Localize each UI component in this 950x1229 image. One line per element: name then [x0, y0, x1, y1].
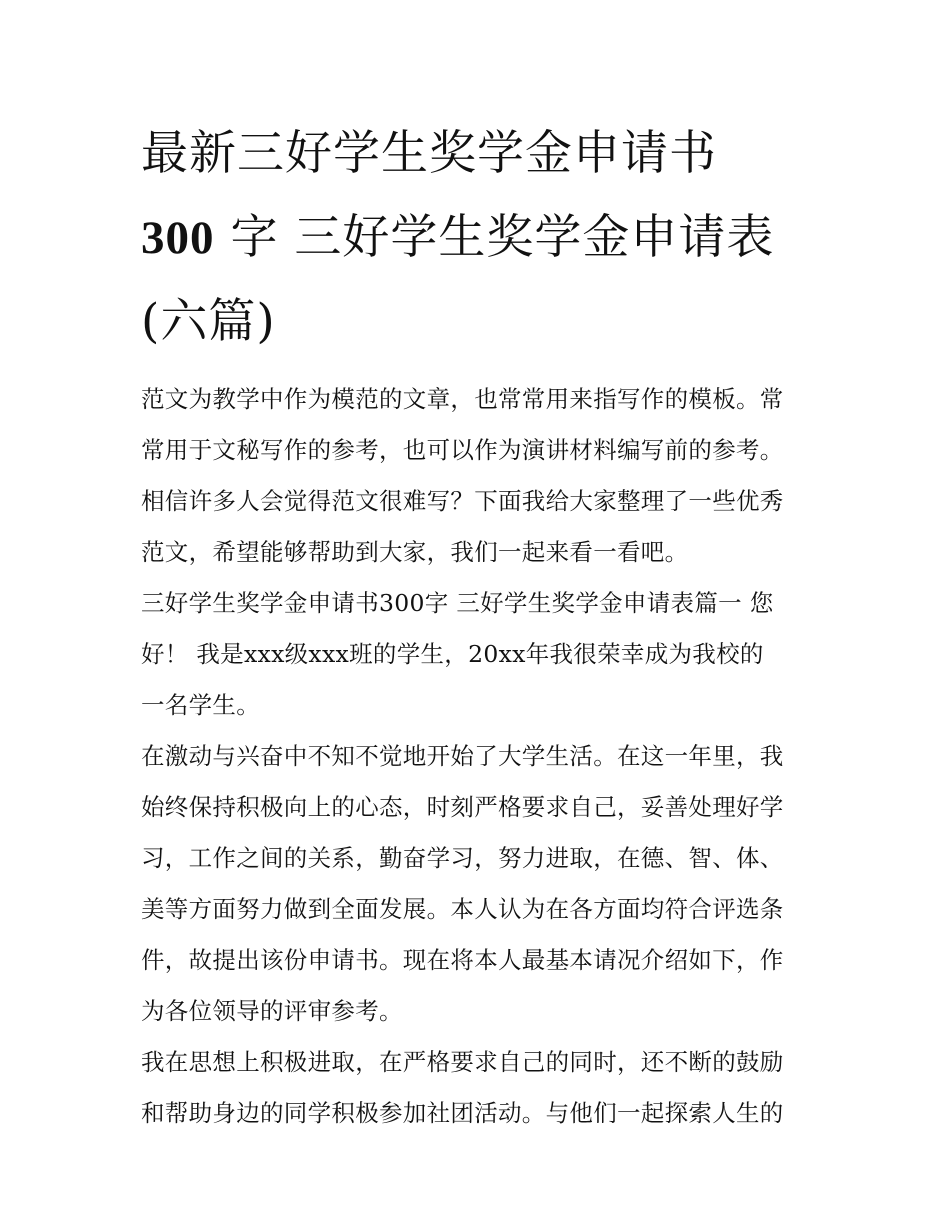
document-page	[141, 112, 821, 1139]
text-line: 一名学生。	[141, 691, 260, 719]
paragraph-intro	[141, 374, 821, 578]
title-line-2-text: 字 三好学生奖学金申请表	[230, 210, 775, 265]
text-line: 相信许多人会觉得范文很难写？下面我给大家整理了一些优秀	[141, 487, 784, 515]
document-body	[141, 374, 821, 1139]
text-line: 为各位领导的评审参考。	[141, 997, 403, 1025]
text-line: 常用于文秘写作的参考，也可以作为演讲材料编写前的参考。	[141, 436, 784, 464]
text-line: 在激动与兴奋中不知不觉地开始了大学生活。在这一年里，我	[141, 742, 784, 770]
title-line-3: (六篇)	[141, 294, 276, 349]
text-line: 好！ 我是xxx级xxx班的学生，20xx年我很荣幸成为我校的	[141, 640, 764, 668]
title-number: 300	[141, 212, 215, 264]
text-line: 范文，希望能够帮助到大家，我们一起来看一看吧。	[141, 538, 689, 566]
paragraph-ideology	[141, 1037, 821, 1139]
document-title	[141, 112, 821, 364]
text-line: 范文为教学中作为模范的文章，也常常用来指写作的模板。常	[141, 385, 784, 413]
title-line-1: 最新三好学生奖学金申请书	[141, 126, 717, 181]
text-line: 始终保持积极向上的心态，时刻严格要求自己，妥善处理好学	[141, 793, 784, 821]
paragraph-college-life	[141, 731, 821, 1037]
text-line: 美等方面努力做到全面发展。本人认为在各方面均符合评选条	[141, 895, 784, 923]
text-line: 三好学生奖学金申请书300字 三好学生奖学金申请表篇一 您	[141, 589, 774, 617]
paragraph-greeting	[141, 578, 821, 731]
text-line: 习，工作之间的关系，勤奋学习，努力进取，在德、智、体、	[141, 844, 784, 872]
text-line: 我在思想上积极进取，在严格要求自己的同时，还不断的鼓励	[141, 1048, 784, 1076]
title-line-2	[141, 196, 821, 280]
text-line: 件，故提出该份申请书。现在将本人最基本请况介绍如下，作	[141, 946, 784, 974]
text-line: 和帮助身边的同学积极参加社团活动。与他们一起探索人生的	[141, 1099, 784, 1127]
